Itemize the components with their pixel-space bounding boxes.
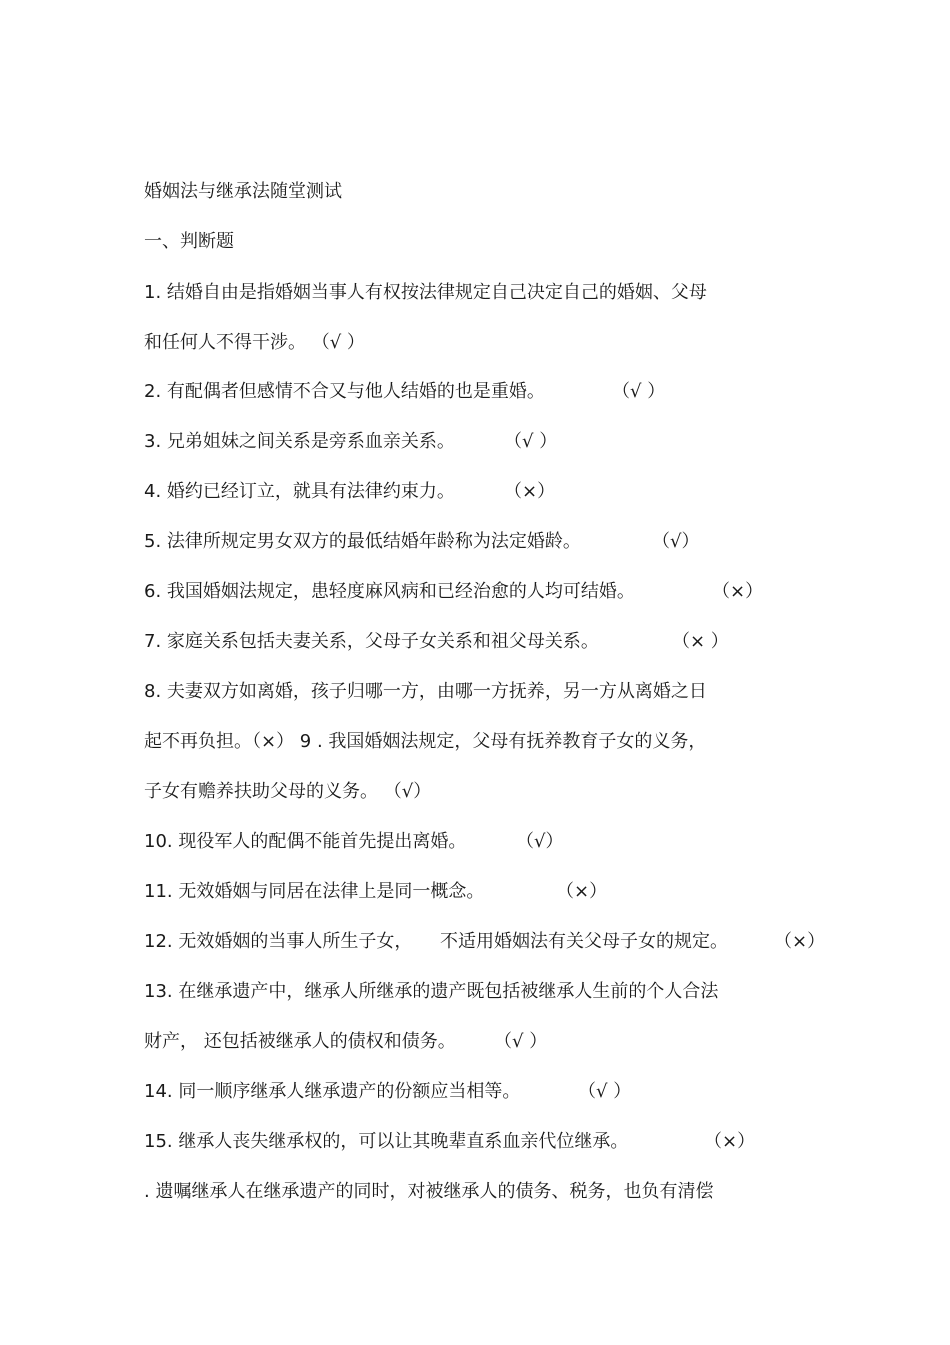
question-12-text-part-2: 不适用婚姻法有关父母子女的规定。: [440, 931, 728, 952]
question-8-line-1: 8. 夫妻双方如离婚，孩子归哪一方，由哪一方抚养，另一方从离婚之日: [144, 681, 707, 702]
question-13-text: 财产， 还包括被继承人的债权和债务。: [144, 1031, 456, 1052]
question-14-text: 14. 同一顺序继承人继承遗产的份额应当相等。: [144, 1081, 521, 1102]
question-6-text: 6. 我国婚姻法规定，患轻度麻风病和已经治愈的人均可结婚。: [144, 581, 635, 602]
question-10-answer: （√）: [516, 831, 564, 852]
question-5-answer: （√）: [652, 531, 700, 552]
question-8-9-line: 起不再负担。（×） 9 . 我国婚姻法规定，父母有抚养教育子女的义务，: [144, 731, 707, 752]
question-5-text: 5. 法律所规定男女双方的最低结婚年龄称为法定婚龄。: [144, 531, 581, 552]
question-4-text: 4. 婚约已经订立，就具有法律约束力。: [144, 481, 455, 502]
question-12-answer: （×）: [774, 931, 826, 952]
question-14-answer: （√ ）: [578, 1081, 632, 1102]
question-7-text: 7. 家庭关系包括夫妻关系，父母子女关系和祖父母关系。: [144, 631, 599, 652]
section-heading: 一、判断题: [144, 231, 234, 252]
question-6-answer: （×）: [712, 581, 764, 602]
question-3-answer: （√ ）: [504, 431, 558, 452]
question-2-text: 2. 有配偶者但感情不合又与他人结婚的也是重婚。: [144, 381, 545, 402]
question-4-answer: （×）: [504, 481, 556, 502]
question-15-answer: （×）: [704, 1131, 756, 1152]
question-16-line-1: . 遗嘱继承人在继承遗产的同时，对被继承人的债务、税务，也负有清偿: [144, 1181, 714, 1202]
question-7-answer: （× ）: [672, 631, 729, 652]
question-9-line-2: 子女有赡养扶助父母的义务。 （√）: [144, 781, 432, 802]
question-1-line-1: 1. 结婚自由是指婚姻当事人有权按法律规定自己决定自己的婚姻、父母: [144, 282, 707, 303]
question-1-line-2: 和任何人不得干涉。 （√ ）: [144, 332, 365, 353]
question-2-answer: （√ ）: [612, 381, 666, 402]
question-12-text-part-1: 12. 无效婚姻的当事人所生子女，: [144, 931, 413, 952]
document-title: 婚姻法与继承法随堂测试: [144, 181, 342, 202]
question-15-text: 15. 继承人丧失继承权的，可以让其晚辈直系血亲代位继承。: [144, 1131, 629, 1152]
question-11-text: 11. 无效婚姻与同居在法律上是同一概念。: [144, 881, 485, 902]
question-3-text: 3. 兄弟姐妹之间关系是旁系血亲关系。: [144, 431, 455, 452]
question-10-text: 10. 现役军人的配偶不能首先提出离婚。: [144, 831, 467, 852]
question-15: [144, 1130, 844, 1226]
question-11-answer: （×）: [556, 881, 608, 902]
question-13-line-1: 13. 在继承遗产中，继承人所继承的遗产既包括被继承人生前的个人合法: [144, 981, 719, 1002]
question-13-answer: （√ ）: [494, 1031, 548, 1052]
question-7: [144, 630, 844, 726]
